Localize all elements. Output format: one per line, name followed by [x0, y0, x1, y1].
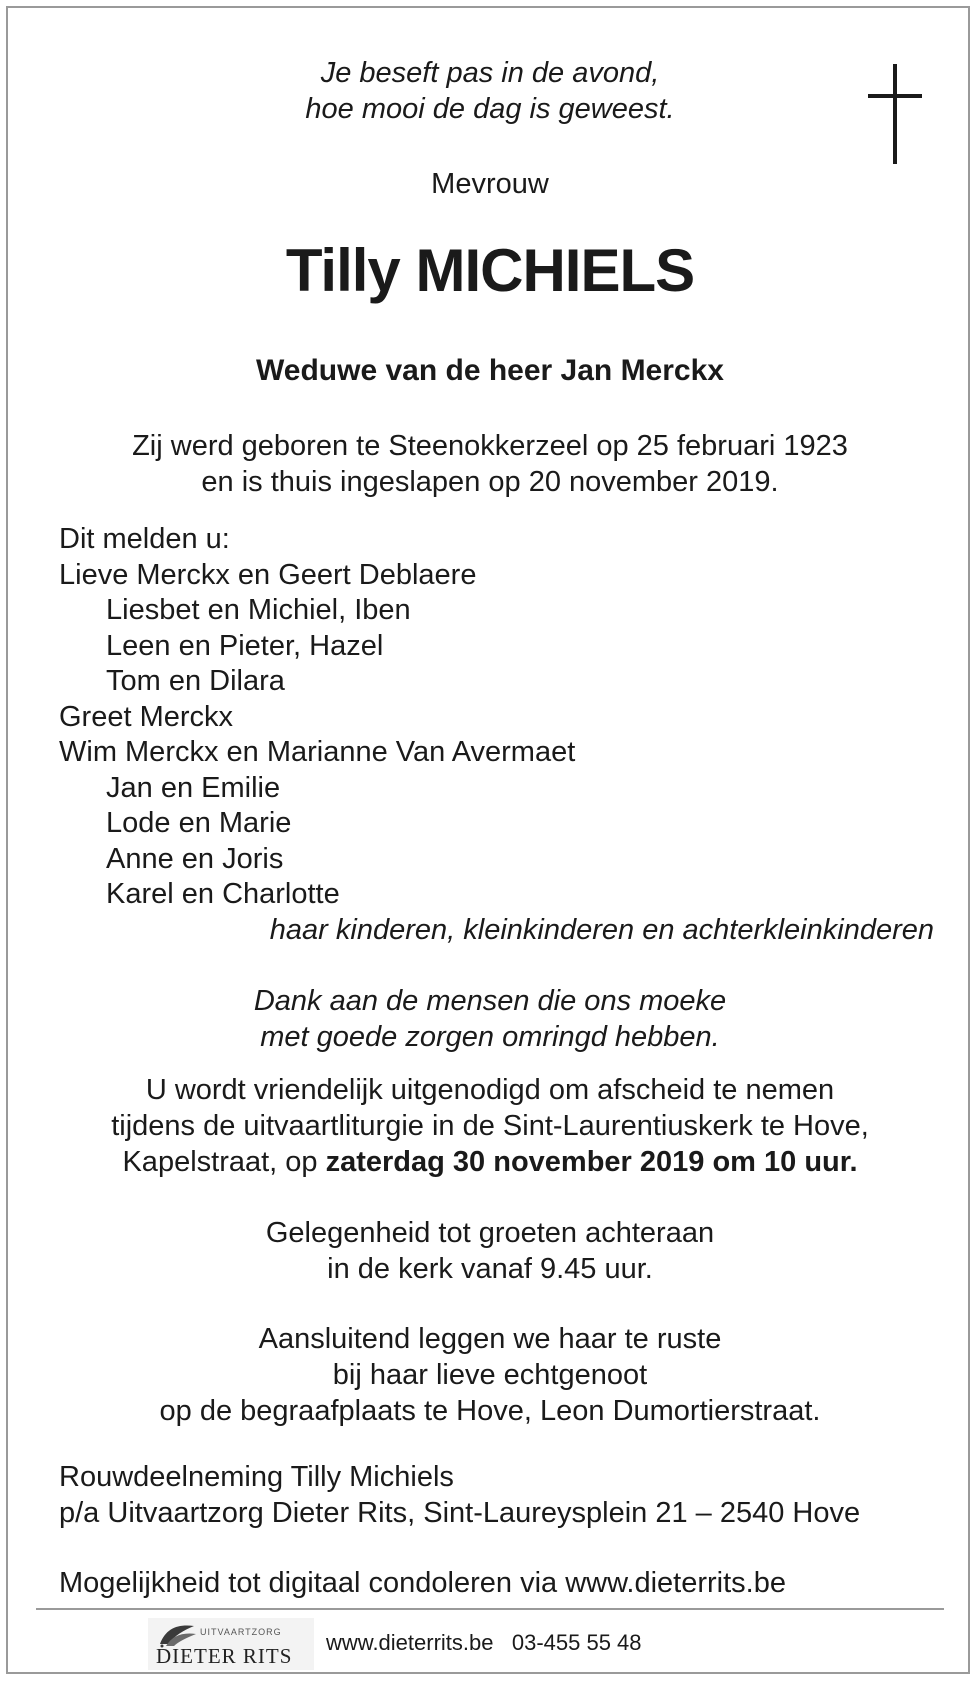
family-line: Karel en Charlotte — [106, 878, 340, 910]
motto-line-1: Je beseft pas in de avond, — [320, 57, 660, 89]
funeral-home-logo — [148, 1618, 314, 1670]
family-relation: haar kinderen, kleinkinderen en achterkleinkinderen — [269, 914, 934, 946]
family-line: Greet Merckx — [59, 700, 234, 733]
burial-info — [8, 1321, 972, 1429]
birth-line: Zij werd geboren te Steenokkerzeel op 25 februari 1923 — [132, 430, 848, 462]
invitation-line-2: tijdens de uitvaartliturgie in de Sint-Laurentiuskerk te Hove, — [111, 1110, 869, 1142]
funeral-date: zaterdag 30 november 2019 om 10 uur. — [325, 1146, 858, 1178]
burial-line-1: Aansluitend leggen we haar te ruste — [258, 1323, 722, 1355]
burial-line-3: op de begraafplaats te Hove, Leon Dumortierstraat. — [159, 1395, 821, 1427]
widow-of: Weduwe van de heer Jan Merckx — [256, 354, 724, 387]
greeting-line-2: in de kerk vanaf 9.45 uur. — [327, 1253, 653, 1285]
family-line: Lode en Marie — [106, 807, 292, 839]
logo-subtitle: UITVAARTZORG — [200, 1627, 282, 1637]
family-intro: Dit melden u: — [59, 523, 230, 555]
deceased-name: Tilly MICHIELS — [285, 237, 695, 304]
family-line: Lieve Merckx en Geert Deblaere — [59, 558, 477, 591]
family-line: Wim Merckx en Marianne Van Avermaet — [59, 736, 576, 768]
family-line: Liesbet en Michiel, Iben — [106, 594, 411, 626]
correspondence — [59, 1460, 860, 1531]
family-line: Tom en Dilara — [106, 665, 285, 697]
greeting-info — [8, 1215, 972, 1287]
motto-line-2: hoe mooi de dag is geweest. — [305, 93, 675, 125]
correspondence-line-1: Rouwdeelneming Tilly Michiels — [59, 1461, 454, 1493]
invitation-line-3-prefix: Kapelstraat, op — [122, 1146, 326, 1178]
footer-website-link[interactable]: www.dieterrits.be — [326, 1630, 494, 1655]
birth-death — [8, 428, 972, 500]
invitation-line-3 — [8, 1144, 972, 1180]
invitation-line-1: U wordt vriendelijk uitgenodigd om afscheid te nemen — [145, 1074, 835, 1106]
motto — [8, 55, 972, 127]
condolence-note — [59, 1566, 786, 1602]
family-line: Leen en Pieter, Hazel — [106, 629, 384, 662]
death-line: en is thuis ingeslapen op 20 november 2019. — [201, 466, 779, 498]
thanks-line-1: Dank aan de mensen die ons moeke — [253, 985, 727, 1017]
family-line: Jan en Emilie — [106, 771, 281, 804]
family-line: Anne en Joris — [106, 842, 284, 875]
condolence-text: Mogelijkheid tot digitaal condoleren via www.dieterrits.be — [59, 1567, 786, 1599]
thanks-line-2: met goede zorgen omringd hebben. — [260, 1021, 720, 1053]
cross-icon — [866, 62, 924, 166]
footer-phone: 03-455 55 48 — [511, 1630, 642, 1655]
logo-title: DIETER RITS — [156, 1644, 293, 1668]
greeting-line-1: Gelegenheid tot groeten achteraan — [265, 1217, 715, 1249]
footer-divider — [36, 1608, 944, 1610]
invitation — [8, 1072, 972, 1180]
burial-line-2: bij haar lieve echtgenoot — [332, 1359, 648, 1391]
correspondence-line-2: p/a Uitvaartzorg Dieter Rits, Sint-Laureysplein 21 – 2540 Hove — [59, 1496, 861, 1529]
family-list — [59, 522, 575, 913]
obituary-card — [6, 6, 970, 1674]
salutation: Mevrouw — [431, 168, 549, 200]
thanks — [8, 983, 972, 1055]
footer-contact — [326, 1628, 642, 1658]
